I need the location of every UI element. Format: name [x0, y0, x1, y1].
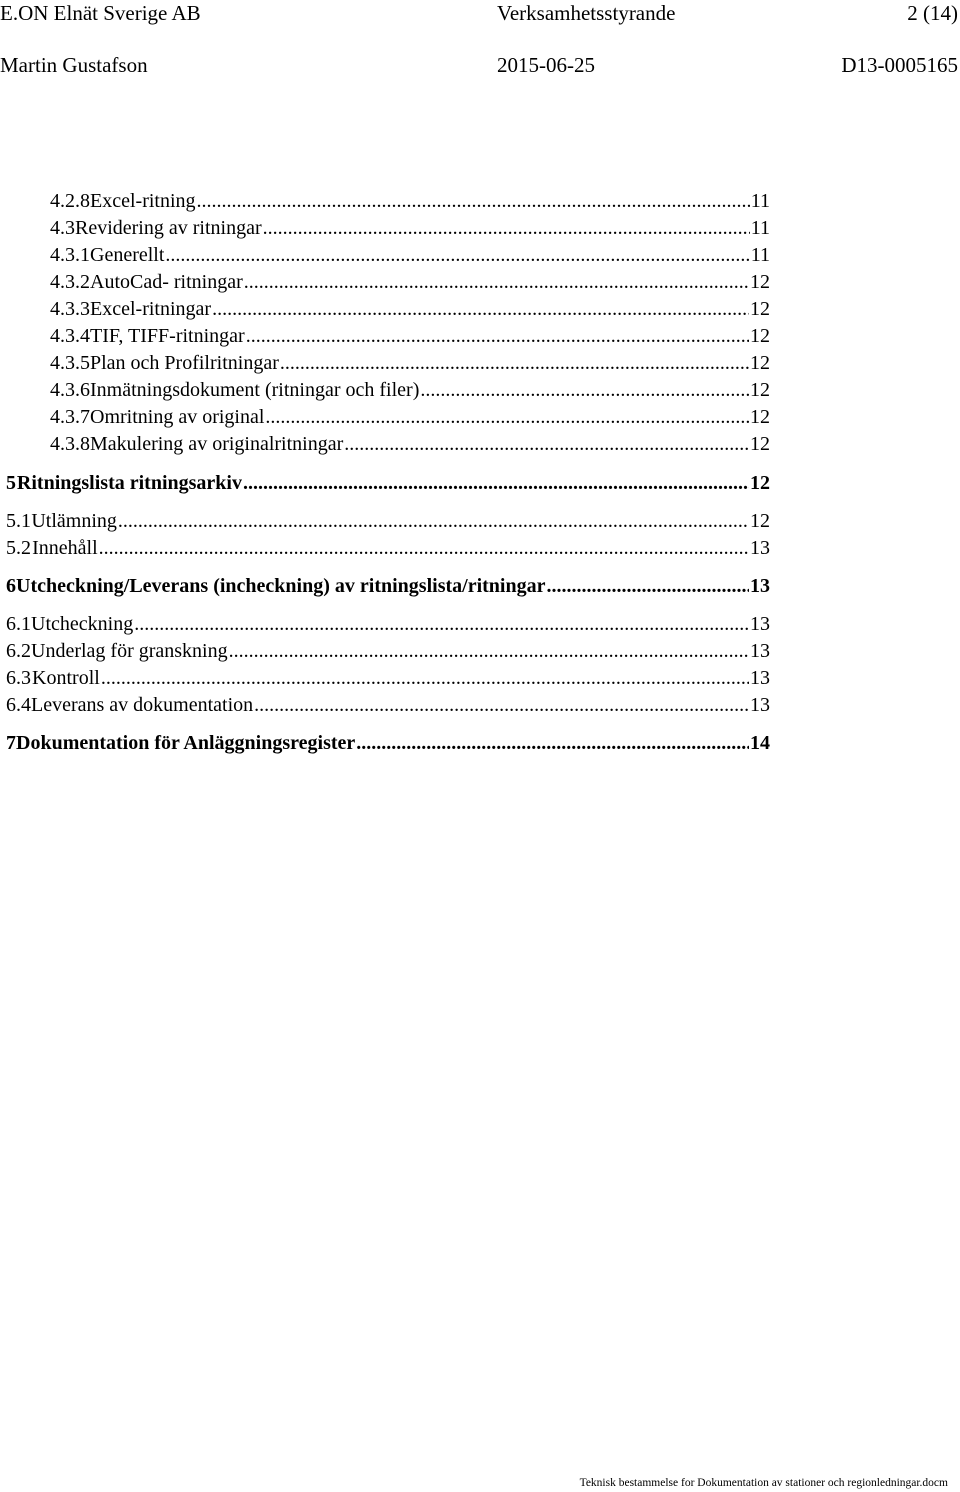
document-id: D13-0005165 — [841, 53, 958, 77]
toc-dot-leader — [243, 473, 749, 493]
toc-entry-number: 4.3.6 — [50, 379, 90, 401]
toc-entry-page: 12 — [750, 298, 770, 320]
toc-entry-page: 12 — [750, 379, 770, 401]
toc-entry-title: Plan och Profilritningar — [90, 352, 279, 374]
toc-entry-title: Utlämning — [31, 510, 117, 532]
toc-entry[interactable] — [6, 695, 770, 715]
toc-entry[interactable] — [6, 538, 770, 558]
toc-entry-title: Omritning av original — [90, 406, 265, 428]
toc-entry[interactable] — [6, 641, 770, 661]
toc-entry-title: AutoCad- ritningar — [90, 271, 243, 293]
toc-entry-number: 6.3 — [6, 667, 31, 689]
toc-entry-number: 4.3.1 — [50, 244, 90, 266]
toc-entry-number: 4.3.2 — [50, 271, 90, 293]
toc-dot-leader — [99, 538, 749, 558]
toc-entry[interactable] — [50, 245, 770, 265]
toc-dot-leader — [344, 434, 749, 454]
toc-entry-number: 5 — [6, 472, 16, 494]
toc-dot-leader — [118, 511, 749, 531]
toc-dot-leader — [546, 576, 749, 596]
toc-entry-number: 4.3 — [50, 217, 75, 239]
toc-entry-page: 12 — [750, 271, 770, 293]
toc-entry-page: 12 — [750, 510, 770, 532]
toc-entry-title: Makulering av originalritningar — [90, 433, 344, 455]
toc-entry-title: Revidering av ritningar — [75, 217, 262, 239]
toc-entry[interactable] — [50, 380, 770, 400]
toc-dot-leader — [246, 326, 749, 346]
toc-entry-number: 5.1 — [6, 510, 31, 532]
toc-entry[interactable] — [50, 218, 770, 238]
toc-entry[interactable] — [50, 434, 770, 454]
toc-entry-page: 11 — [750, 190, 770, 212]
toc-entry-page: 11 — [750, 217, 770, 239]
toc-entry-number: 6 — [6, 575, 16, 597]
toc-entry-page: 13 — [750, 694, 770, 716]
toc-dot-leader — [101, 668, 749, 688]
toc-entry-number: 5.2 — [6, 537, 31, 559]
toc-entry-title: Underlag för granskning — [31, 640, 228, 662]
page-indicator: 2 (14) — [907, 1, 958, 25]
toc-dot-leader — [280, 353, 749, 373]
toc-entry[interactable] — [50, 326, 770, 346]
toc-entry-page: 12 — [750, 472, 770, 494]
toc-entry-chapter[interactable] — [6, 576, 770, 596]
toc-entry-title: Utcheckning/Leverans (incheckning) av ritningslista/ritningar — [16, 575, 546, 597]
document-date: 2015-06-25 — [497, 53, 595, 77]
toc-entry-page: 13 — [750, 575, 770, 597]
toc-dot-leader — [254, 695, 749, 715]
toc-entry[interactable] — [50, 407, 770, 427]
toc-entry-title: Kontroll — [32, 667, 100, 689]
toc-entry-page: 13 — [750, 667, 770, 689]
toc-entry-number: 7 — [6, 732, 16, 754]
toc-entry-title: Excel-ritningar — [90, 298, 212, 320]
toc-dot-leader — [263, 218, 750, 238]
toc-dot-leader — [165, 245, 749, 265]
toc-entry-page: 11 — [750, 244, 770, 266]
toc-entry-page: 12 — [750, 433, 770, 455]
page-footer: Teknisk bestammelse for Dokumentation av stationer och regionledningar.docm — [579, 1477, 948, 1489]
toc-entry-page: 13 — [750, 640, 770, 662]
toc-entry-number: 6.4 — [6, 694, 31, 716]
toc-entry-title: Inmätningsdokument (ritningar och filer) — [90, 379, 420, 401]
toc-entry[interactable] — [50, 353, 770, 373]
toc-entry-title: Innehåll — [32, 537, 98, 559]
toc-entry-number: 6.2 — [6, 640, 31, 662]
toc-entry-chapter[interactable] — [6, 473, 770, 493]
toc-dot-leader — [197, 191, 750, 211]
toc-dot-leader — [244, 272, 749, 292]
toc-entry-number: 4.3.8 — [50, 433, 90, 455]
toc-entry-number: 4.3.3 — [50, 298, 90, 320]
toc-entry-chapter[interactable] — [6, 733, 770, 753]
toc-entry-number: 6.1 — [6, 613, 31, 635]
toc-entry[interactable] — [6, 511, 770, 531]
toc-entry-title: Excel-ritning — [90, 190, 196, 212]
toc-entry-page: 14 — [750, 732, 770, 754]
author-name: Martin Gustafson — [0, 53, 148, 77]
toc-entry-page: 13 — [750, 613, 770, 635]
toc-entry-page: 13 — [750, 537, 770, 559]
toc-entry[interactable] — [50, 272, 770, 292]
toc-entry-page: 12 — [750, 406, 770, 428]
toc-entry[interactable] — [50, 299, 770, 319]
toc-dot-leader — [356, 733, 749, 753]
toc-entry-title: Dokumentation för Anläggningsregister — [16, 732, 356, 754]
toc-entry[interactable] — [6, 668, 770, 688]
toc-entry-number: 4.3.5 — [50, 352, 90, 374]
toc-dot-leader — [420, 380, 749, 400]
toc-entry-title: Leverans av dokumentation — [31, 694, 254, 716]
toc-dot-leader — [212, 299, 749, 319]
toc-entry-number: 4.3.7 — [50, 406, 90, 428]
toc-dot-leader — [229, 641, 749, 661]
toc-entry[interactable] — [6, 614, 770, 634]
toc-entry-number: 4.2.8 — [50, 190, 90, 212]
toc-entry[interactable] — [50, 191, 770, 211]
toc-entry-page: 12 — [750, 352, 770, 374]
toc-entry-title: Generellt — [90, 244, 165, 266]
toc-dot-leader — [265, 407, 749, 427]
toc-entry-number: 4.3.4 — [50, 325, 90, 347]
toc-entry-title: Utcheckning — [31, 613, 134, 635]
toc-dot-leader — [134, 614, 749, 634]
department-name: Verksamhetsstyrande — [497, 1, 676, 25]
company-name: E.ON Elnät Sverige AB — [0, 1, 201, 25]
toc-entry-title: Ritningslista ritningsarkiv — [16, 472, 242, 494]
toc-entry-page: 12 — [750, 325, 770, 347]
toc-entry-title: TIF, TIFF-ritningar — [90, 325, 245, 347]
